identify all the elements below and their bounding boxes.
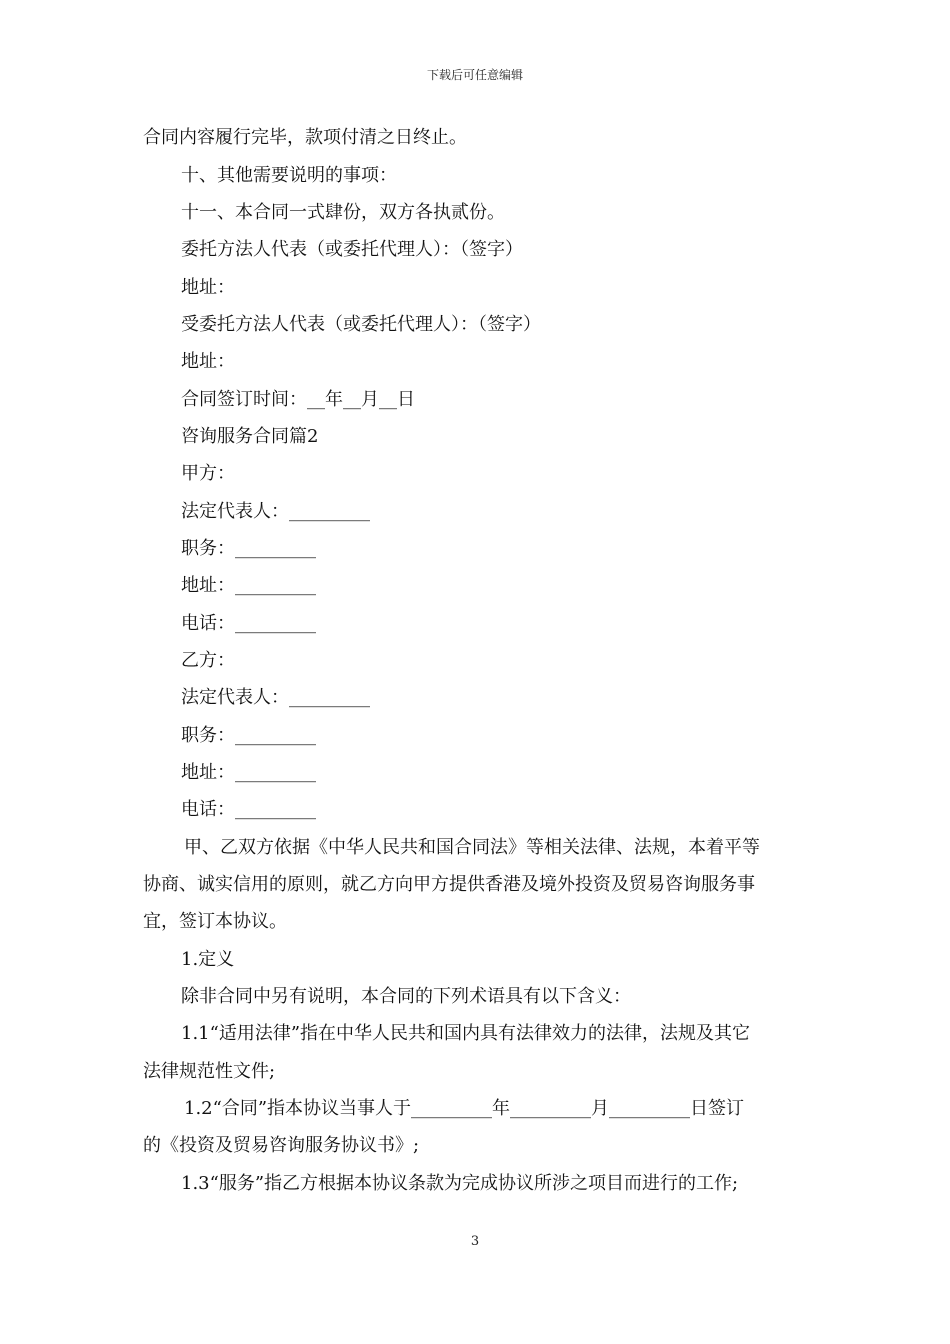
signature-line: 委托方法人代表（或委托代理人）：（签字） bbox=[181, 239, 523, 260]
page-number: 3 bbox=[470, 1234, 480, 1249]
field-line: 电话：_________ bbox=[181, 613, 316, 634]
section-heading: 十、其他需要说明的事项： bbox=[181, 165, 397, 186]
paragraph-line: 的《投资及贸易咨询服务协议书》; bbox=[143, 1135, 420, 1156]
field-line: 地址：_________ bbox=[181, 762, 316, 783]
paragraph-line: 合同内容履行完毕，款项付清之日终止。 bbox=[143, 127, 467, 148]
section-heading: 1.定义 bbox=[181, 949, 235, 970]
field-line: 电话：_________ bbox=[181, 799, 316, 820]
field-line: 职务：_________ bbox=[181, 725, 316, 746]
paragraph-line: 甲、乙双方依据《中华人民共和国合同法》等相关法律、法规，本着平等 bbox=[184, 837, 760, 858]
address-line: 地址： bbox=[181, 277, 235, 298]
field-line: 法定代表人：_________ bbox=[181, 687, 370, 708]
address-line: 地址： bbox=[181, 351, 235, 372]
field-line: 地址：_________ bbox=[181, 575, 316, 596]
page-header: 下载后可任意编辑 bbox=[426, 68, 523, 82]
paragraph-line: 十一、本合同一式肆份，双方各执贰份。 bbox=[181, 202, 505, 223]
party-a-label: 甲方： bbox=[181, 463, 235, 484]
paragraph-line: 除非合同中另有说明，本合同的下列术语具有以下含义： bbox=[181, 986, 631, 1007]
contract-title: 咨询服务合同篇2 bbox=[181, 426, 319, 447]
paragraph-line: 1.2“合同”指本协议当事人于_________年_________月_________日签订 bbox=[184, 1098, 745, 1119]
signature-line: 受委托方法人代表（或委托代理人）：（签字） bbox=[181, 314, 541, 335]
field-line: 职务：_________ bbox=[181, 538, 316, 559]
paragraph-line: 宜，签订本协议。 bbox=[143, 911, 287, 932]
field-line: 法定代表人：_________ bbox=[181, 501, 370, 522]
paragraph-line: 1.3“服务”指乙方根据本协议条款为完成协议所涉之项目而进行的工作; bbox=[181, 1173, 739, 1194]
paragraph-line: 1.1“适用法律”指在中华人民共和国内具有法律效力的法律，法规及其它 bbox=[181, 1023, 751, 1044]
paragraph-line: 协商、诚实信用的原则，就乙方向甲方提供香港及境外投资及贸易咨询服务事 bbox=[143, 874, 755, 895]
date-line: 合同签订时间：__年__月__日 bbox=[181, 389, 415, 410]
paragraph-line: 法律规范性文件; bbox=[143, 1061, 276, 1082]
party-b-label: 乙方： bbox=[181, 650, 235, 671]
